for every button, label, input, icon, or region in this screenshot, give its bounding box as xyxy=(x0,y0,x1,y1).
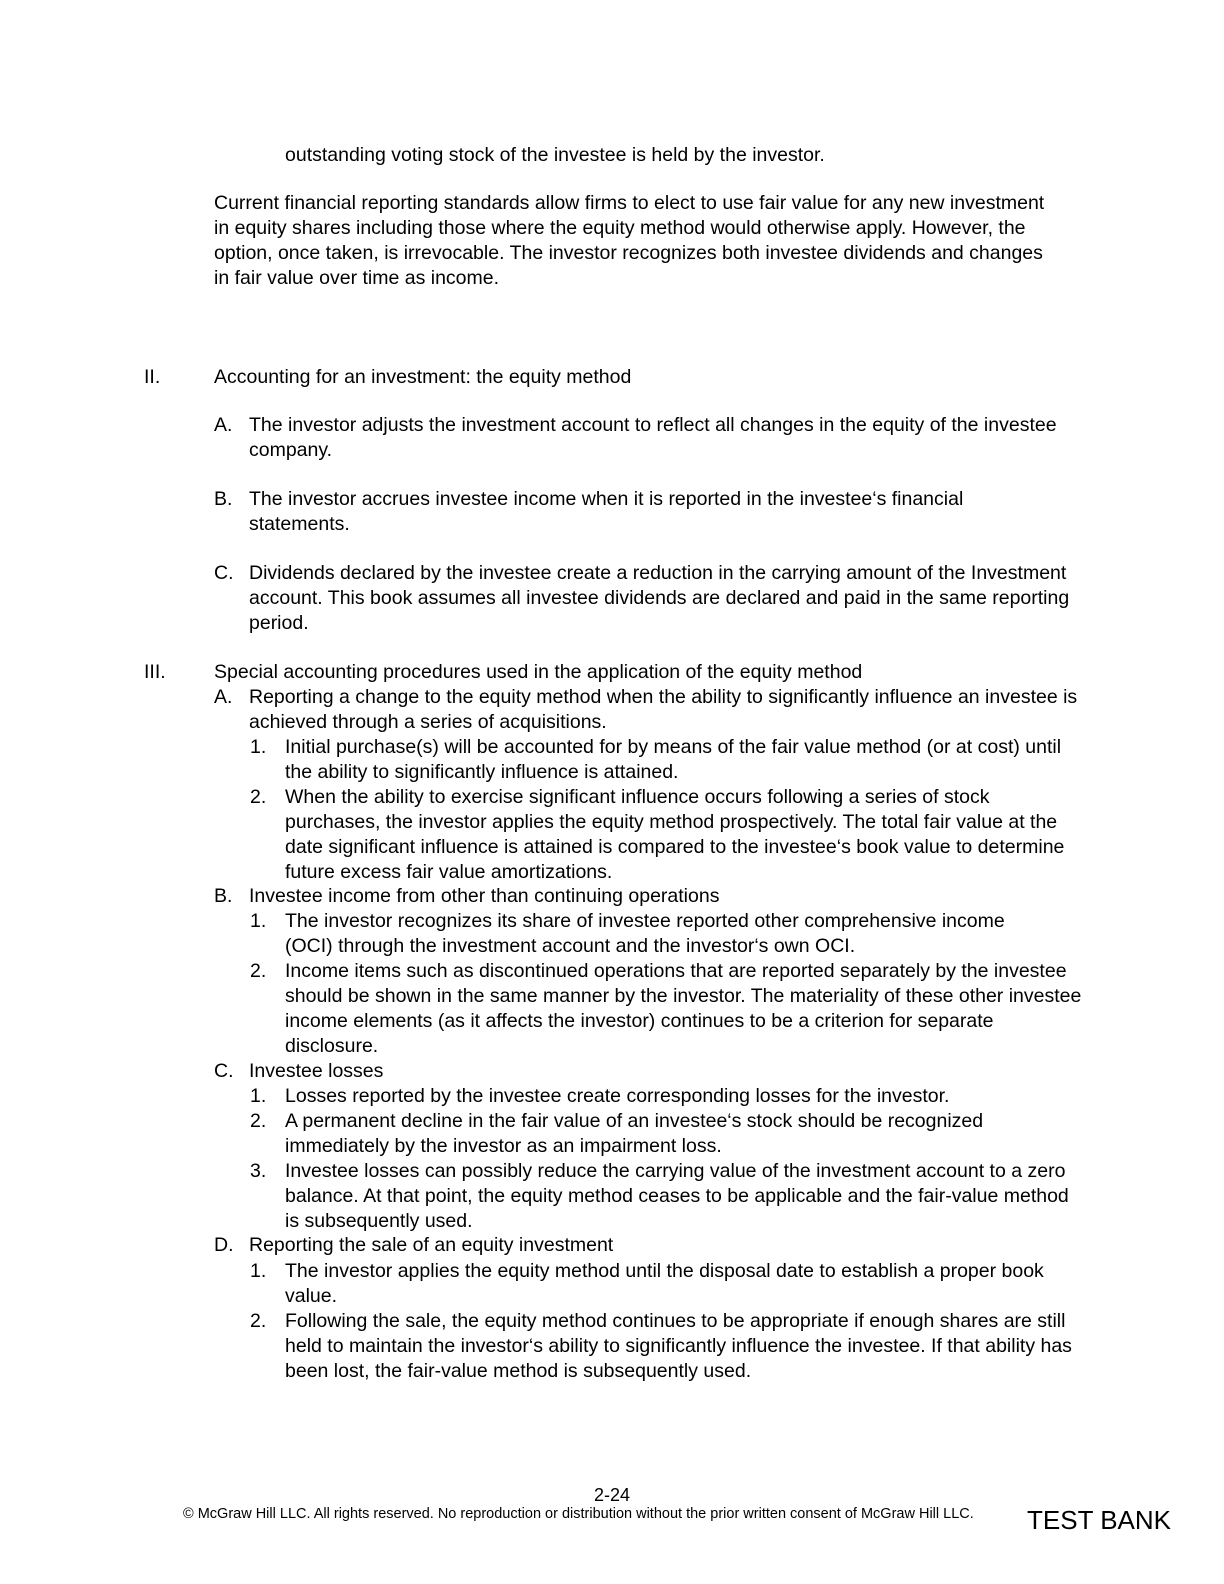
sub-list-label: 1. xyxy=(250,910,267,932)
sub-list-item-text: Income items such as discontinued operations that are reported separately by the investee should be shown in the same manner by the investor. The materiality of these other investee income elements (as it affects the investor) continues to be a criterion for separate disclosure. xyxy=(285,960,1082,1057)
sub-list-label: 2. xyxy=(250,1110,267,1132)
page-number: 2-24 xyxy=(593,1485,631,1505)
sub-list-item-text: When the ability to exercise significant influence occurs following a series of stock purchases, the investor applies the equity method prospectively. The total fair value at the date significant influence is attained is compared to the investee‘s book value to determine future excess fair value amortizations. xyxy=(285,786,1065,883)
sub-list-item-text: Initial purchase(s) will be accounted for by means of the fair value method (or at cost) until the ability to significantly influence is attained. xyxy=(285,736,1062,783)
list-label: B. xyxy=(214,885,233,907)
sub-list-item-text: Investee losses can possibly reduce the carrying value of the investment account to a zero balance. At that point, the equity method ceases to be applicable and the fair-value method is subsequently used. xyxy=(285,1160,1069,1232)
sub-list-label: 1. xyxy=(250,1085,267,1107)
list-item-text: The investor adjusts the investment account to reflect all changes in the equity of the investee company. xyxy=(249,414,1057,461)
continuation-line: outstanding voting stock of the investee is held by the investor. xyxy=(285,144,825,166)
list-label: C. xyxy=(214,1060,234,1082)
sub-list-label: 2. xyxy=(250,960,267,982)
list-item-text: Reporting a change to the equity method when the ability to significantly influence an investee is achieved through a series of acquisitions. xyxy=(249,686,1078,733)
section-2-heading: Accounting for an investment: the equity method xyxy=(214,366,632,388)
list-item-text: Investee losses xyxy=(249,1060,384,1082)
intro-paragraph: Current financial reporting standards allow firms to elect to use fair value for any new investment in equity shares including those where the equity method would otherwise apply. However, the option, once taken, is irrevocable. The investor recognizes both investee dividends and changes in fair value over time as income. xyxy=(214,192,1045,289)
list-item-text: Investee income from other than continuing operations xyxy=(249,885,720,907)
sub-list-label: 3. xyxy=(250,1160,267,1182)
sub-list-label: 1. xyxy=(250,736,267,758)
sub-list-item-text: Following the sale, the equity method continues to be appropriate if enough shares are still held to maintain the investor‘s ability to significantly influence the investee. If that ability has been lost, the fair-value method is subsequently used. xyxy=(285,1310,1072,1382)
list-label: A. xyxy=(214,686,233,708)
sub-list-item-text: The investor applies the equity method until the disposal date to establish a proper book value. xyxy=(285,1260,1044,1307)
sub-list-label: 2. xyxy=(250,786,267,808)
list-item-text: Reporting the sale of an equity investment xyxy=(249,1234,614,1256)
sub-list-label: 2. xyxy=(250,1310,267,1332)
test-bank-watermark: TEST BANK xyxy=(1027,1505,1172,1535)
list-item-text: Dividends declared by the investee create a reduction in the carrying amount of the Investment account. This book assumes all investee dividends are declared and paid in the same reporting period. xyxy=(249,562,1070,634)
section-2-numeral: II. xyxy=(144,366,161,388)
list-item-text: The investor accrues investee income when it is reported in the investee‘s financial statements. xyxy=(249,488,964,535)
section-3-heading: Special accounting procedures used in the application of the equity method xyxy=(214,661,863,683)
copyright-notice: © McGraw Hill LLC. All rights reserved. No reproduction or distribution without the prior written consent of McGraw Hill LLC. xyxy=(183,1506,974,1522)
list-label: D. xyxy=(214,1234,234,1256)
section-3-numeral: III. xyxy=(144,661,166,683)
sub-list-item-text: Losses reported by the investee create corresponding losses for the investor. xyxy=(285,1085,950,1107)
sub-list-item-text: The investor recognizes its share of investee reported other comprehensive income (OCI) through the investment account and the investor‘s own OCI. xyxy=(285,910,1005,957)
list-label: B. xyxy=(214,488,233,510)
list-label: A. xyxy=(214,414,233,436)
sub-list-item-text: A permanent decline in the fair value of an investee‘s stock should be recognized immediately by the investor as an impairment loss. xyxy=(285,1110,984,1157)
sub-list-label: 1. xyxy=(250,1260,267,1282)
list-label: C. xyxy=(214,562,234,584)
